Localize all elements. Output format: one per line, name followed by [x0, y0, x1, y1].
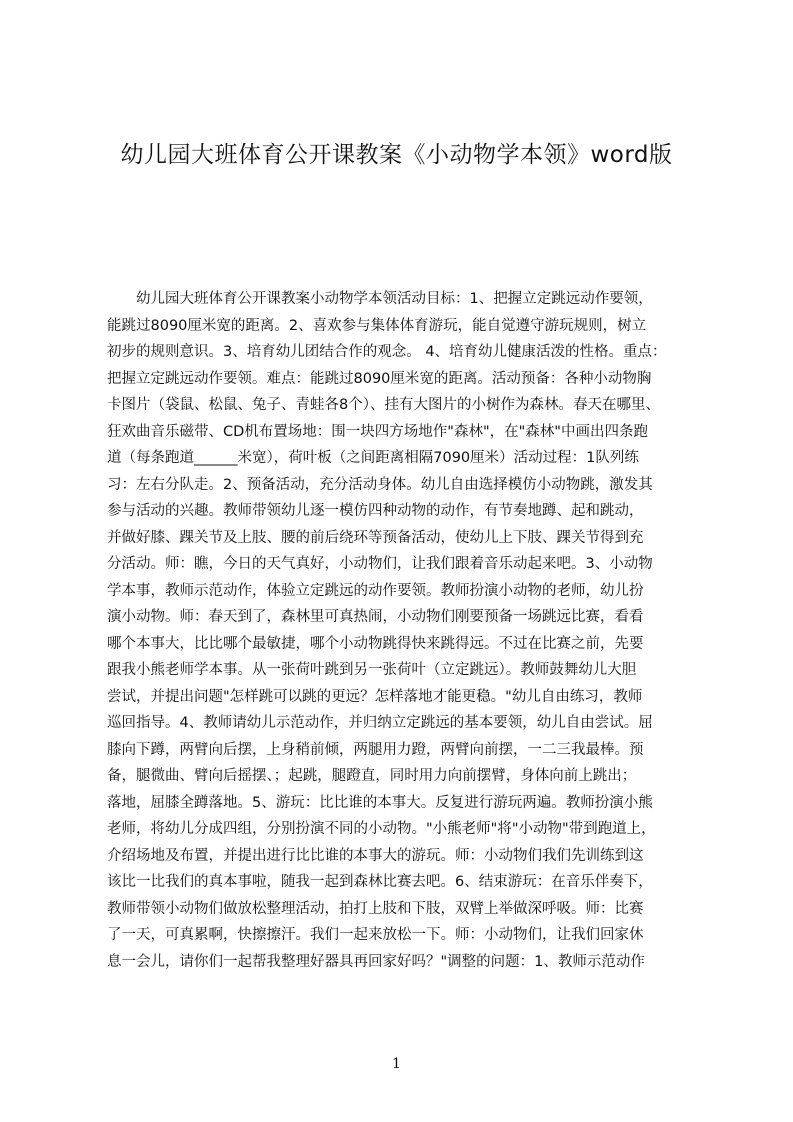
body-line: 分活动。师：瞧，今日的天气真好，小动物们，让我们跟着音乐动起来吧。3、小动物 [107, 556, 653, 572]
body-line: 老师，将幼儿分成四组，分别扮演不同的小动物。"小熊老师"将"小动物"带到跑道上， [107, 821, 656, 837]
body-line: 巡回指导。4、教师请幼儿示范动作，并归纳立定跳远的基本要领，幼儿自由尝试。屈 [107, 715, 653, 731]
document-body [107, 286, 697, 970]
body-line: 哪个本事大，比比哪个最敏捷，哪个小动物跳得快来跳得远。不过在比赛之前，先要 [107, 635, 644, 652]
body-line: 息一会儿，请你们一起帮我整理好器具再回家好吗？"调整的问题：1、教师示范动作 [107, 953, 645, 970]
body-line: 尝试，并提出问题"怎样跳可以跳的更远？怎样落地才能更稳。"幼儿自由练习，教师 [107, 688, 643, 705]
body-line: 演小动物。师：春天到了，森林里可真热闹，小动物们刚要预备一场跳远比赛，看看 [107, 609, 644, 625]
document-title: 幼儿园大班体育公开课教案《小动物学本领》word版 [120, 142, 673, 168]
body-line: 幼儿园大班体育公开课教案小动物学本领活动目标：1、把握立定跳远动作要领， [107, 291, 653, 307]
body-line: 狂欢曲音乐磁带、CD机布置场地：围一块四方场地作"森林"，在"森林"中画出四条跑 [107, 423, 648, 440]
body-line: 习：左右分队走。2、预备活动，充分活动身体。幼儿自由选择模仿小动物跳，激发其 [107, 476, 653, 493]
body-line: 卡图片（袋鼠、松鼠、兔子、青蛙各8个）、挂有大图片的小树作为森林。春天在哪里、 [107, 397, 660, 413]
body-line: 并做好膝、踝关节及上肢、腰的前后绕环等预备活动，使幼儿上下肢、踝关节得到充 [107, 529, 644, 546]
page-number: 1 [392, 1056, 401, 1072]
body-line: 膝向下蹲，两臂向后摆，上身稍前倾，两腿用力蹬，两臂向前摆，一二三我最棒。预 [107, 741, 644, 758]
body-line: 介绍场地及布置，并提出进行比比谁的本事大的游玩。师：小动物们我们先训练到这 [107, 847, 644, 864]
body-line: 教师带领小动物们做放松整理活动，拍打上肢和下肢，双臂上举做深呼吸。师：比赛 [107, 900, 644, 917]
body-line: 参与活动的兴趣。教师带领幼儿逐一模仿四种动物的动作，有节奏地蹲、起和跳动， [107, 503, 644, 519]
body-line: 该比一比我们的真本事啦，随我一起到森林比赛去吧。6、结束游玩：在音乐伴奏下， [107, 874, 653, 890]
body-line: 初步的规则意识。3、培育幼儿团结合作的观念。 4、培育幼儿健康活泼的性格。重点： [107, 344, 667, 360]
body-line: 学本事，教师示范动作，体验立定跳远的动作要领。教师扮演小动物的老师，幼儿扮 [107, 582, 644, 599]
body-line: 道（每条跑道______米宽），荷叶板（之间距离相隔7090厘米）活动过程：1队列练 [107, 450, 639, 466]
body-line: 跟我小熊老师学本事。从一张荷叶跳到另一张荷叶（立定跳远）。教师鼓舞幼儿大胆 [107, 662, 637, 678]
body-line: 把握立定跳远动作要领。难点：能跳过8090厘米宽的距离。活动预备：各种小动物胸 [107, 370, 652, 387]
body-line: 落地，屈膝全蹲落地。5、游玩：比比谁的本事大。反复进行游玩两遍。教师扮演小熊 [107, 794, 653, 811]
body-line: 能跳过8090厘米宽的距离。2、喜欢参与集体体育游玩，能自觉遵守游玩规则，树立 [107, 317, 647, 334]
body-line: 了一天，可真累啊，快擦擦汗。我们一起来放松一下。师：小动物们，让我们回家休 [107, 927, 644, 943]
body-line: 备，腿微曲、臂向后摇摆、；起跳，腿蹬直，同时用力向前摆臂，身体向前上跳出； [107, 768, 637, 784]
